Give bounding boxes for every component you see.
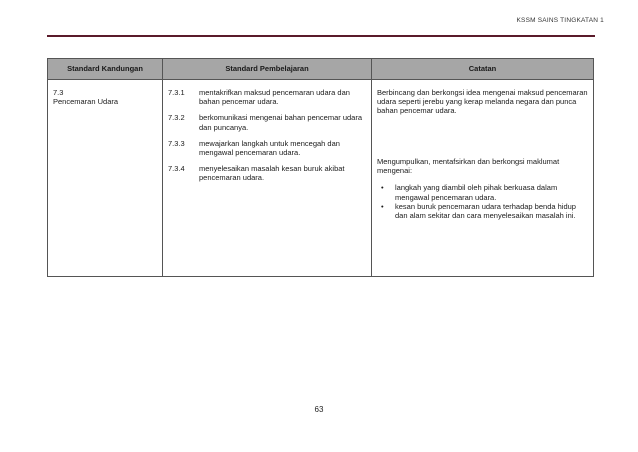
curriculum-table <box>47 58 594 277</box>
header-standard-pembelajaran: Standard Pembelajaran <box>163 59 372 80</box>
learning-standard-item <box>163 139 371 157</box>
table-header-row <box>48 59 594 80</box>
kandungan-title: Pencemaran Udara <box>53 97 119 107</box>
kandungan-code: 7.3 <box>53 88 64 97</box>
document-header: KSSM SAINS TINGKATAN 1 <box>516 17 604 24</box>
learning-standard-number: 7.3.3 <box>168 138 185 148</box>
learning-standard-item <box>163 113 371 131</box>
learning-standard-text: mentakrifkan maksud pencemaran udara dan bahan pencemar udara. <box>199 88 350 107</box>
catatan-intro: Mengumpulkan, mentafsirkan dan berkongsi maklumat mengenai: <box>377 157 560 176</box>
bullet-icon: • <box>381 201 384 211</box>
kandungan-cell <box>48 80 163 277</box>
table-row <box>48 80 594 277</box>
learning-standard-item <box>163 88 371 106</box>
learning-standard-number: 7.3.1 <box>168 88 185 97</box>
bullet-text: langkah yang diambil oleh pihak berkuasa dalam mengawal pencemaran udara. <box>395 183 558 202</box>
list-item <box>377 202 589 220</box>
learning-standard-text: menyelesaikan masalah kesan buruk akibat pencemaran udara. <box>199 164 345 183</box>
learning-standard-text: mewajarkan langkah untuk mencegah dan mengawal pencemaran udara. <box>199 138 340 158</box>
catatan-discussion-note: Berbincang dan berkongsi idea mengenai maksud pencemaran udara seperti jerebu yang kerap melanda negara dan punca bahan pencemar udara. <box>377 88 588 116</box>
bullet-icon: • <box>381 183 384 193</box>
pembelajaran-cell <box>163 80 372 277</box>
learning-standard-item <box>163 164 371 182</box>
learning-standard-number: 7.3.4 <box>168 164 185 174</box>
catatan-cell <box>372 80 594 277</box>
header-standard-kandungan: Standard Kandungan <box>48 59 163 80</box>
header-catatan: Catatan <box>372 59 594 80</box>
bullet-text: kesan buruk pencemaran udara terhadap benda hidup dan alam sekitar dan cara menyelesaikan masalah ini. <box>395 201 576 221</box>
learning-standard-number: 7.3.2 <box>168 113 185 123</box>
page-number: 63 <box>314 405 324 414</box>
list-item <box>377 183 589 201</box>
learning-standard-text: berkomunikasi mengenai bahan pencemar udara dan puncanya. <box>199 113 363 132</box>
header-rule <box>47 35 595 37</box>
